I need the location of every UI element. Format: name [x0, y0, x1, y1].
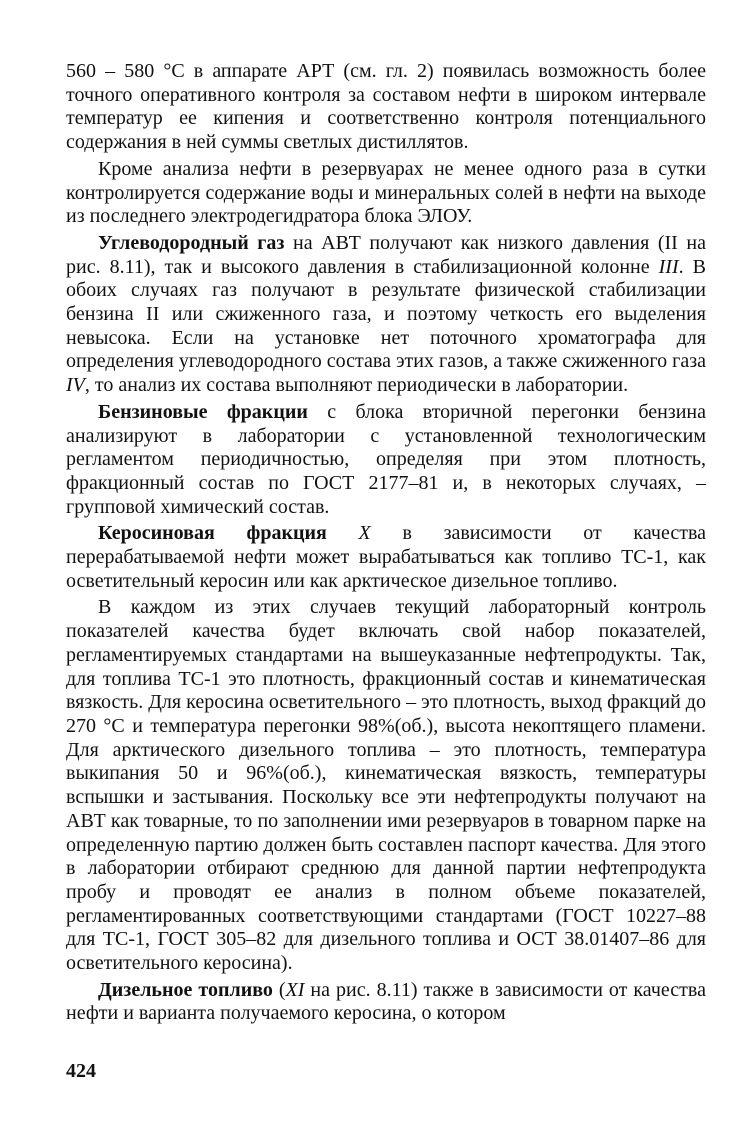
- paragraph-3-text-c: , то анализ их состава выполняют периодически в лаборатории.: [84, 374, 629, 397]
- page-body: [66, 60, 706, 1026]
- paragraph-2-text: Кроме анализа нефти в резервуарах не менее одного раза в сутки контролируется содержание воды и минеральных солей в нефти на выходе из последнего электродегидратора блока ЭЛОУ.: [66, 157, 706, 228]
- paragraph-1: [66, 60, 706, 155]
- paragraph-3: [66, 232, 706, 398]
- paragraph-5-text: в зависимости от качества перерабатываемой нефти может вырабатываться как топливо ТС-1, как осветительный керосин или как арктическое дизельное топливо.: [66, 522, 707, 592]
- term-kerosene-fraction: Керосиновая фракция: [98, 522, 327, 545]
- term-gasoline-fractions: Бензиновые фракции: [98, 400, 308, 423]
- ref-stream-xi: XI: [285, 978, 305, 1001]
- paragraph-7-text-a: (: [272, 978, 286, 1001]
- page-number: 424: [66, 1060, 96, 1082]
- term-hydrocarbon-gas: Углеводородный газ: [98, 231, 285, 254]
- paragraph-5: [66, 522, 706, 593]
- paragraph-4: [66, 401, 706, 520]
- paragraph-4-text: с блока вторичной перегонки бензина анализируют в лаборатории с установленной технологическим регламентом периодичностью, определяя при этом плотность, фракционный состав по ГОСТ 2177–81 и, в некоторых случаях, – групповой химический состав.: [66, 400, 706, 518]
- ref-column-iii: III: [658, 255, 679, 278]
- paragraph-7: [66, 979, 706, 1026]
- paragraph-2: [66, 158, 706, 229]
- paragraph-7-text-b: на рис. 8.11) также в зависимости от качества нефти и варианта получаемого керосина, о котором: [66, 978, 706, 1025]
- ref-stream-iv: IV: [66, 374, 85, 397]
- paragraph-1-text: 560 – 580 °С в аппарате АРТ (см. гл. 2) появилась возможность более точного оперативного контроля за составом нефти в широком интервале температур ее кипения и соответственно контроля потенциального содержания в ней суммы светлых дистиллятов.: [66, 60, 706, 154]
- paragraph-3-text-b: . В обоих случаях газ получают в результате физической стабилизации бензина II или сжиженного газа, и поэтому четкость его выделения невысока. Если на установке нет поточного хроматографа для определения углеводородного состава этих газов, а также сжиженного газа: [66, 255, 706, 373]
- paragraph-6: [66, 596, 706, 975]
- term-diesel-fuel: Дизельное топливо: [98, 978, 273, 1001]
- ref-stream-x: X: [358, 522, 371, 545]
- paragraph-3-text-a: на АВТ получают как низкого давления (II на рис. 8.11), так и высокого давления в стабилизационной колонне: [66, 231, 706, 278]
- paragraph-6-text: В каждом из этих случаев текущий лабораторный контроль показателей качества будет включать свой набор показателей, регламентируемых стандартами на вышеуказанные нефтепродукты. Так, для топлива ТС-1 это плотность, фракционный состав и кинематическая вязкость. Для керосина осветительного – это плотность, выход фракций до 270 °С и температура перегонки 98%(об.), высота некоптящего пламени. Для арктического дизельного топлива – это плотность, температура выкипания 50 и 96%(об.), кинематическая вязкость, температуры вспышки и застывания. Поскольку все эти нефтепродукты получают на АВТ как товарные, то по заполнении ими резервуаров в товарном парке на определенную партию должен быть составлен паспорт качества. Для этого в лаборатории отбирают среднюю для данной партии нефтепродукта пробу и проводят ее анализ в полном объеме показателей, регламентированных соответствующими стандартами (ГОСТ 10227–88 для ТС-1, ГОСТ 305–82 для дизельного топлива и ОСТ 38.01407–86 для осветительного керосина).: [66, 596, 706, 975]
